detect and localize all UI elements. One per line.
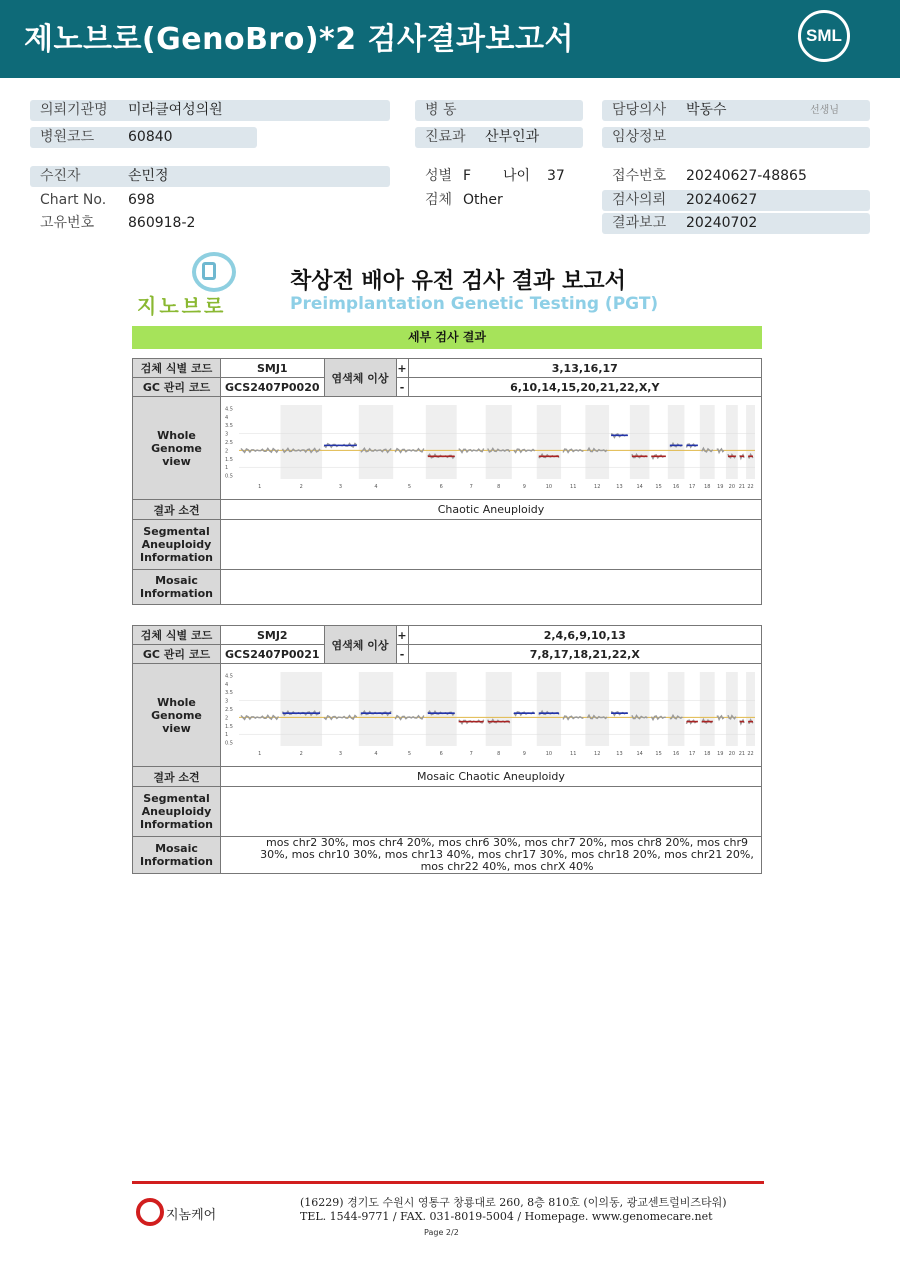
chromosome-band — [700, 672, 715, 746]
x-tick-label: 1 — [258, 484, 262, 490]
chromosome-trace — [717, 449, 724, 453]
mosaic-value — [221, 570, 762, 605]
finding-value: Chaotic Aneuploidy — [221, 500, 762, 520]
gc-code-label: GC 관리 코드 — [133, 645, 221, 664]
chromosome-band — [281, 672, 323, 746]
x-tick-label: 12 — [594, 484, 601, 490]
x-tick-label: 6 — [439, 751, 443, 757]
unique-label: 고유번호 — [40, 215, 95, 231]
report-label: 결과보고 — [612, 215, 667, 231]
plus-sign: + — [396, 359, 408, 378]
finding-label: 결과 소견 — [133, 767, 221, 787]
x-tick-label: 13 — [616, 484, 623, 490]
clinical-label: 임상정보 — [612, 129, 667, 145]
sex-value: F — [463, 168, 472, 184]
brand-name: 지노브로 — [137, 294, 227, 318]
sample-code-value: SMJ2 — [221, 626, 325, 645]
chrom-abn-label: 염색체 이상 — [324, 359, 396, 397]
segmental-value — [221, 787, 762, 837]
minus-sign: - — [396, 645, 408, 664]
specimen-value: Other — [463, 192, 503, 208]
x-tick-label: 11 — [570, 751, 577, 757]
page-number: Page 2/2 — [424, 1228, 459, 1237]
request-value: 20240627 — [686, 192, 758, 208]
x-tick-label: 7 — [469, 751, 473, 757]
report-date-row — [602, 213, 870, 234]
x-tick-label: 9 — [522, 751, 526, 757]
y-tick-label: 0.5 — [225, 740, 233, 747]
chromosome-band — [630, 672, 650, 746]
age-value: 37 — [547, 168, 565, 184]
gc-code-label: GC 관리 코드 — [133, 378, 221, 397]
chromosome-band — [726, 672, 738, 746]
unique-row — [30, 213, 390, 234]
y-tick-label: 1 — [225, 465, 229, 472]
genomecare-icon — [136, 1198, 164, 1226]
chromosome-band — [537, 672, 561, 746]
y-tick-label: 2.5 — [225, 707, 233, 713]
report-value: 20240702 — [686, 215, 758, 231]
ward-row — [415, 100, 583, 121]
chromosome-band — [700, 405, 715, 479]
segmental-label: Segmental Aneuploidy Information — [133, 520, 221, 570]
x-tick-label: 13 — [616, 751, 623, 757]
chromosome-band — [486, 672, 512, 746]
sample-code-label: 검체 식별 코드 — [133, 359, 221, 378]
sample-code-value: SMJ1 — [221, 359, 325, 378]
doctor-suffix: 선생님 — [810, 105, 839, 116]
chromosome-band — [585, 672, 609, 746]
chromosome-band — [486, 405, 512, 479]
doctor-label: 담당의사 — [612, 102, 667, 118]
y-tick-label: 4 — [225, 414, 229, 421]
examinee-value: 손민정 — [128, 168, 169, 184]
x-tick-label: 7 — [469, 484, 473, 490]
x-tick-label: 1 — [258, 751, 262, 757]
chromosome-trace — [395, 716, 424, 720]
section-header: 세부 검사 결과 — [132, 326, 762, 349]
y-tick-label: 4 — [225, 681, 229, 688]
genome-view-plot — [223, 399, 759, 494]
doctor-value: 박동수 — [686, 102, 727, 118]
report-title-en: Preimplantation Genetic Testing (PGT) — [290, 294, 659, 314]
chromosome-band — [630, 405, 650, 479]
x-tick-label: 19 — [717, 751, 724, 757]
ward-label: 병 동 — [425, 102, 457, 118]
chromosome-band — [585, 405, 609, 479]
chart-value: 698 — [128, 192, 155, 208]
institution-value: 미라클여성의원 — [128, 102, 223, 118]
minus-chromosomes: 6,10,14,15,20,21,22,X,Y — [408, 378, 761, 397]
genome-view-cell — [221, 397, 762, 500]
chromosome-trace — [717, 716, 724, 720]
hourglass-icon — [202, 262, 216, 280]
footer-address-block — [300, 1196, 727, 1224]
sml-logo — [798, 10, 850, 62]
y-tick-label: 3 — [225, 698, 229, 705]
chromosome-band — [726, 405, 738, 479]
x-tick-label: 6 — [439, 484, 443, 490]
company-name: 지놈케어 — [166, 1208, 217, 1223]
chromosome-band — [668, 405, 685, 479]
chromosome-trace — [651, 716, 665, 720]
sex-age-row — [415, 166, 583, 187]
chromosome-band — [359, 672, 393, 746]
examinee-label: 수진자 — [40, 168, 81, 184]
x-tick-label: 2 — [299, 484, 303, 490]
header-bar — [0, 0, 900, 78]
minus-chromosomes: 7,8,17,18,21,22,X — [408, 645, 761, 664]
gc-code-value: GCS2407P0020 — [221, 378, 325, 397]
x-tick-label: 10 — [545, 751, 553, 757]
x-tick-label: 15 — [655, 751, 662, 757]
x-tick-label: 18 — [704, 751, 711, 757]
request-row — [602, 190, 870, 211]
x-tick-label: 12 — [594, 751, 601, 757]
chromosome-band — [359, 405, 393, 479]
sample-code-label: 검체 식별 코드 — [133, 626, 221, 645]
request-label: 검사의뢰 — [612, 192, 667, 208]
x-tick-label: 2 — [299, 751, 303, 757]
whole-genome-label: Whole Genome view — [133, 664, 221, 767]
x-tick-label: 3 — [338, 751, 343, 757]
chrom-abn-label: 염색체 이상 — [324, 626, 396, 664]
x-tick-label: 17 — [688, 751, 696, 757]
chart-row — [30, 190, 390, 211]
institution-row — [30, 100, 390, 121]
plus-sign: + — [396, 626, 408, 645]
mosaic-label: Mosaic Information — [133, 837, 221, 874]
x-tick-label: 16 — [672, 484, 680, 490]
x-tick-label: 18 — [704, 484, 711, 490]
genome-view-plot — [223, 666, 759, 761]
y-tick-label: 4.5 — [225, 673, 233, 680]
examinee-row — [30, 166, 390, 187]
y-tick-label: 3.5 — [225, 690, 233, 697]
receipt-label: 접수번호 — [612, 168, 667, 184]
report-title-ko: 착상전 배아 유전 검사 결과 보고서 — [290, 269, 626, 294]
y-tick-label: 1 — [225, 732, 229, 739]
footer-divider — [132, 1181, 764, 1184]
specimen-row — [415, 190, 583, 211]
sample-table-1 — [132, 358, 762, 605]
x-tick-label: 4 — [374, 484, 378, 490]
mosaic-value: mos chr2 30%, mos chr4 20%, mos chr6 30%, mos chr7 20%, mos chr8 20%, mos chr9 30%, mos chr10 30%, mos chr13 40%, mos chr17 30%, mos chr18 20%, mos chr21 20%, mos chr22 40%, mos chrX 40% — [221, 837, 762, 874]
hospital-code-label: 병원코드 — [40, 129, 95, 145]
x-tick-label: 3 — [338, 484, 343, 490]
y-tick-label: 3 — [225, 431, 229, 438]
y-tick-label: 2.5 — [225, 440, 233, 446]
x-tick-label: 8 — [497, 751, 501, 757]
hospital-code-value: 60840 — [128, 129, 173, 145]
sample-table-2 — [132, 625, 762, 874]
x-tick-label: 11 — [570, 484, 577, 490]
footer-contact: TEL. 1544-9771 / FAX. 031-8019-5004 / Homepage. www.genomecare.net — [300, 1210, 713, 1223]
x-tick-label: 14 — [636, 484, 643, 490]
plus-chromosomes: 2,4,6,9,10,13 — [408, 626, 761, 645]
logo-text: SML — [806, 26, 842, 45]
chromosome-trace — [459, 449, 484, 453]
x-tick-label: 22 — [747, 751, 754, 757]
finding-value: Mosaic Chaotic Aneuploidy — [221, 767, 762, 787]
genobro-logo — [132, 252, 247, 316]
x-tick-label: 21 — [738, 751, 746, 757]
unique-value: 860918-2 — [128, 215, 196, 231]
institution-label: 의뢰기관명 — [40, 102, 108, 118]
x-tick-label: 19 — [717, 484, 724, 490]
x-tick-label: 14 — [636, 751, 643, 757]
clinical-row — [602, 127, 870, 148]
x-tick-label: 15 — [655, 484, 662, 490]
doctor-row — [602, 100, 870, 121]
x-tick-label: 17 — [688, 484, 696, 490]
chromosome-band — [746, 672, 755, 746]
specimen-label: 검체 — [425, 192, 453, 208]
y-tick-label: 2 — [225, 715, 229, 722]
y-tick-label: 1.5 — [225, 456, 233, 463]
chromosome-band — [426, 672, 457, 746]
dept-row — [415, 127, 583, 148]
x-tick-label: 9 — [522, 484, 526, 490]
x-tick-label: 21 — [738, 484, 746, 490]
receipt-row — [602, 166, 870, 187]
y-tick-label: 4.5 — [225, 406, 233, 413]
dept-value: 산부인과 — [485, 129, 540, 145]
chromosome-band — [537, 405, 561, 479]
chromosome-band — [426, 405, 457, 479]
y-tick-label: 3.5 — [225, 423, 233, 430]
chromosome-band — [746, 405, 755, 479]
sex-label: 성별 — [425, 168, 453, 184]
page-title: 제노브로(GenoBro)*2 검사결과보고서 — [24, 22, 574, 57]
x-tick-label: 20 — [728, 751, 736, 757]
hospital-code-row — [30, 127, 257, 148]
chart-label: Chart No. — [40, 192, 107, 208]
x-tick-label: 4 — [374, 751, 378, 757]
plus-chromosomes: 3,13,16,17 — [408, 359, 761, 378]
x-tick-label: 5 — [407, 484, 412, 490]
y-tick-label: 2 — [225, 448, 229, 455]
finding-label: 결과 소견 — [133, 500, 221, 520]
age-label: 나이 — [503, 168, 531, 184]
x-tick-label: 22 — [747, 484, 754, 490]
footer-address: (16229) 경기도 수원시 영통구 창룡대로 260, 8층 810호 (이의동, 광교센트럴비즈타워) — [300, 1196, 727, 1209]
y-tick-label: 0.5 — [225, 473, 233, 480]
receipt-value: 20240627-48865 — [686, 168, 807, 184]
x-tick-label: 8 — [497, 484, 501, 490]
minus-sign: - — [396, 378, 408, 397]
gc-code-value: GCS2407P0021 — [221, 645, 325, 664]
x-tick-label: 10 — [545, 484, 553, 490]
chromosome-trace — [395, 449, 424, 453]
genome-view-cell — [221, 664, 762, 767]
dept-label: 진료과 — [425, 129, 466, 145]
y-tick-label: 1.5 — [225, 723, 233, 730]
segmental-value — [221, 520, 762, 570]
x-tick-label: 16 — [672, 751, 680, 757]
chromosome-band — [668, 672, 685, 746]
segmental-label: Segmental Aneuploidy Information — [133, 787, 221, 837]
x-tick-label: 20 — [728, 484, 736, 490]
x-tick-label: 5 — [407, 751, 412, 757]
whole-genome-label: Whole Genome view — [133, 397, 221, 500]
mosaic-label: Mosaic Information — [133, 570, 221, 605]
chromosome-band — [281, 405, 323, 479]
